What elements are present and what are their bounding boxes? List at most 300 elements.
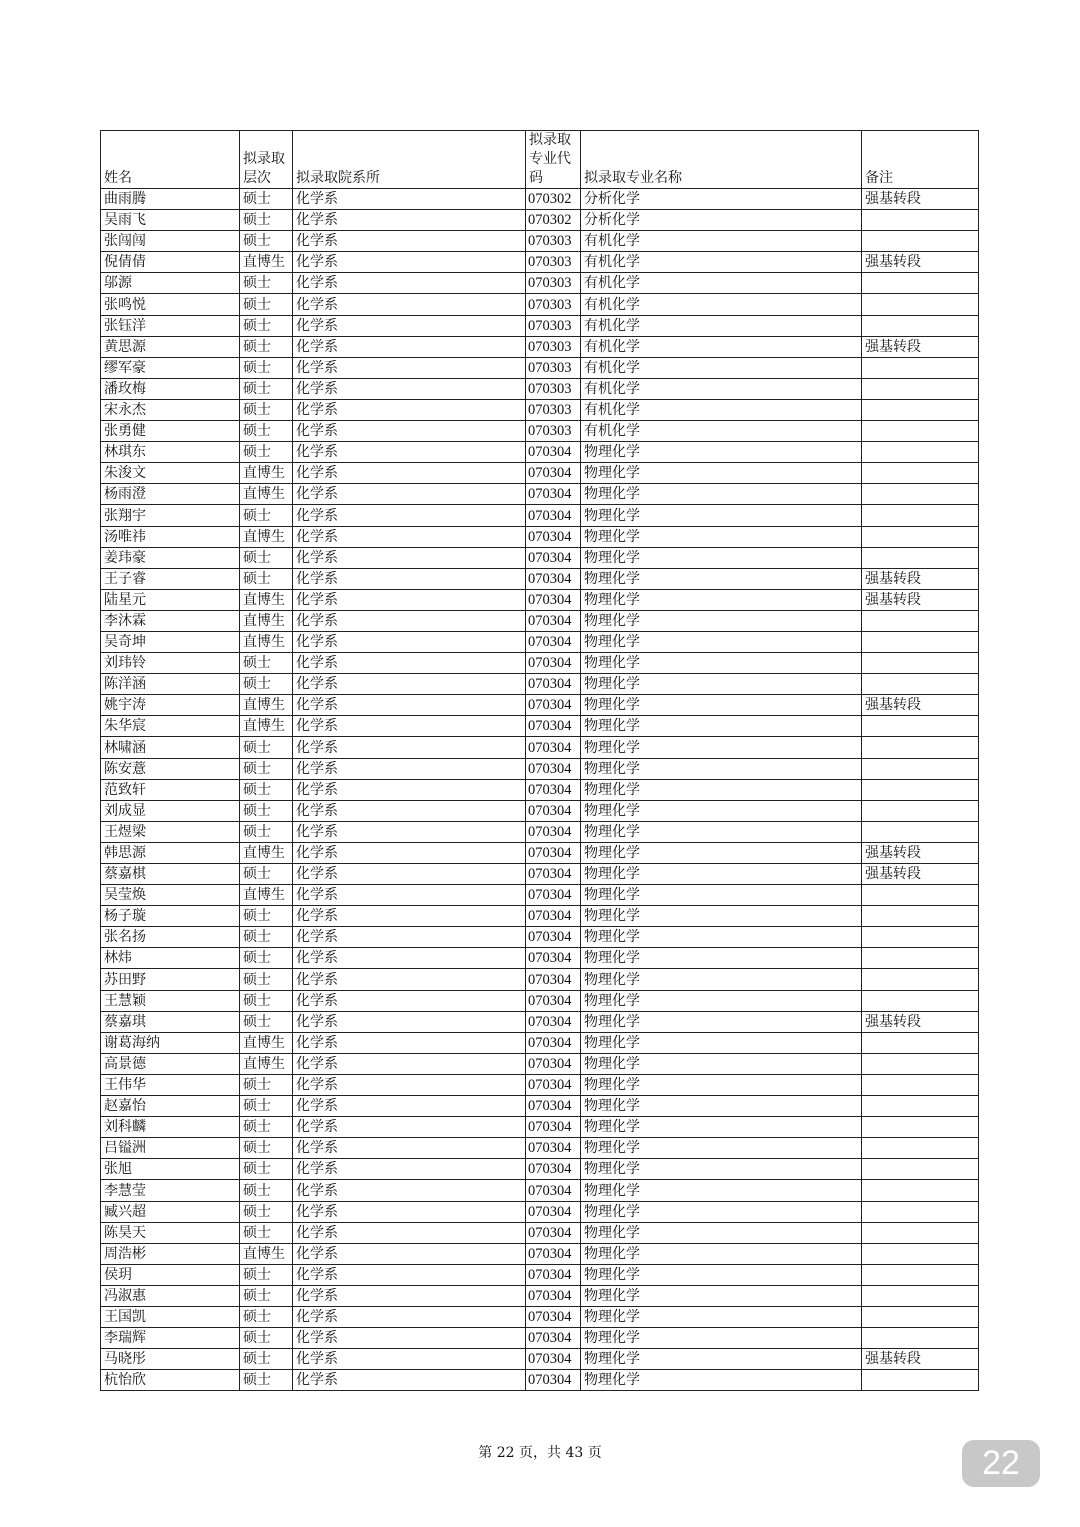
cell-code: 070304 xyxy=(526,1264,581,1285)
cell-major: 有机化学 xyxy=(581,252,862,273)
cell-level: 硕士 xyxy=(240,1117,293,1138)
cell-dept: 化学系 xyxy=(293,653,526,674)
cell-dept: 化学系 xyxy=(293,737,526,758)
table-row xyxy=(101,631,979,652)
cell-name: 蔡嘉琪 xyxy=(101,1011,240,1032)
cell-note xyxy=(862,315,979,336)
table-row xyxy=(101,716,979,737)
cell-level: 硕士 xyxy=(240,1201,293,1222)
cell-dept: 化学系 xyxy=(293,589,526,610)
cell-major: 物理化学 xyxy=(581,990,862,1011)
table-row xyxy=(101,906,979,927)
cell-name: 韩思源 xyxy=(101,842,240,863)
table-row xyxy=(101,505,979,526)
cell-major: 物理化学 xyxy=(581,589,862,610)
cell-major: 有机化学 xyxy=(581,421,862,442)
cell-name: 王子睿 xyxy=(101,568,240,589)
cell-dept: 化学系 xyxy=(293,568,526,589)
cell-dept: 化学系 xyxy=(293,189,526,210)
cell-note xyxy=(862,294,979,315)
cell-code: 070304 xyxy=(526,653,581,674)
cell-level: 直博生 xyxy=(240,484,293,505)
cell-note xyxy=(862,378,979,399)
cell-note xyxy=(862,442,979,463)
cell-code: 070303 xyxy=(526,399,581,420)
header-level: 拟录取层次 xyxy=(240,131,293,189)
cell-level: 硕士 xyxy=(240,273,293,294)
cell-dept: 化学系 xyxy=(293,336,526,357)
cell-dept: 化学系 xyxy=(293,505,526,526)
cell-major: 物理化学 xyxy=(581,1159,862,1180)
cell-note xyxy=(862,990,979,1011)
cell-name: 王伟华 xyxy=(101,1074,240,1095)
cell-code: 070304 xyxy=(526,1349,581,1370)
cell-level: 硕士 xyxy=(240,1222,293,1243)
cell-major: 有机化学 xyxy=(581,378,862,399)
cell-name: 朱浚文 xyxy=(101,463,240,484)
cell-code: 070304 xyxy=(526,1011,581,1032)
cell-code: 070304 xyxy=(526,842,581,863)
cell-code: 070304 xyxy=(526,442,581,463)
cell-level: 硕士 xyxy=(240,336,293,357)
cell-note: 强基转段 xyxy=(862,336,979,357)
cell-note xyxy=(862,421,979,442)
cell-major: 物理化学 xyxy=(581,1243,862,1264)
cell-major: 物理化学 xyxy=(581,463,862,484)
table-row xyxy=(101,1117,979,1138)
cell-major: 物理化学 xyxy=(581,695,862,716)
cell-level: 直博生 xyxy=(240,252,293,273)
cell-level: 硕士 xyxy=(240,1370,293,1391)
cell-note xyxy=(862,779,979,800)
table-row xyxy=(101,842,979,863)
table-row xyxy=(101,779,979,800)
cell-level: 直博生 xyxy=(240,842,293,863)
cell-name: 林琪东 xyxy=(101,442,240,463)
cell-note xyxy=(862,758,979,779)
cell-level: 硕士 xyxy=(240,1180,293,1201)
cell-name: 李沐霖 xyxy=(101,610,240,631)
cell-dept: 化学系 xyxy=(293,864,526,885)
cell-name: 姚宇涛 xyxy=(101,695,240,716)
cell-dept: 化学系 xyxy=(293,547,526,568)
cell-note xyxy=(862,1328,979,1349)
cell-note xyxy=(862,399,979,420)
cell-level: 硕士 xyxy=(240,357,293,378)
cell-name: 张勇健 xyxy=(101,421,240,442)
cell-major: 物理化学 xyxy=(581,1074,862,1095)
cell-major: 物理化学 xyxy=(581,969,862,990)
cell-code: 070304 xyxy=(526,948,581,969)
cell-name: 刘成显 xyxy=(101,800,240,821)
cell-name: 林啸涵 xyxy=(101,737,240,758)
cell-major: 物理化学 xyxy=(581,864,862,885)
cell-dept: 化学系 xyxy=(293,421,526,442)
cell-level: 硕士 xyxy=(240,674,293,695)
cell-name: 吴奇坤 xyxy=(101,631,240,652)
table-row xyxy=(101,568,979,589)
cell-code: 070304 xyxy=(526,1201,581,1222)
cell-level: 硕士 xyxy=(240,1328,293,1349)
cell-level: 硕士 xyxy=(240,210,293,231)
cell-level: 硕士 xyxy=(240,231,293,252)
table-row xyxy=(101,653,979,674)
cell-dept: 化学系 xyxy=(293,779,526,800)
cell-dept: 化学系 xyxy=(293,927,526,948)
cell-note: 强基转段 xyxy=(862,589,979,610)
cell-note: 强基转段 xyxy=(862,864,979,885)
cell-major: 物理化学 xyxy=(581,737,862,758)
cell-note xyxy=(862,1117,979,1138)
cell-dept: 化学系 xyxy=(293,252,526,273)
cell-major: 物理化学 xyxy=(581,1328,862,1349)
cell-level: 硕士 xyxy=(240,1285,293,1306)
cell-name: 张旭 xyxy=(101,1159,240,1180)
cell-code: 070304 xyxy=(526,1053,581,1074)
cell-code: 070304 xyxy=(526,737,581,758)
cell-major: 有机化学 xyxy=(581,273,862,294)
cell-code: 070304 xyxy=(526,758,581,779)
cell-name: 苏田野 xyxy=(101,969,240,990)
cell-level: 直博生 xyxy=(240,1243,293,1264)
cell-code: 070303 xyxy=(526,252,581,273)
cell-note xyxy=(862,484,979,505)
cell-name: 刘科麟 xyxy=(101,1117,240,1138)
cell-name: 蔡嘉棋 xyxy=(101,864,240,885)
cell-dept: 化学系 xyxy=(293,484,526,505)
cell-major: 物理化学 xyxy=(581,1117,862,1138)
cell-major: 物理化学 xyxy=(581,1138,862,1159)
cell-level: 硕士 xyxy=(240,800,293,821)
table-row xyxy=(101,484,979,505)
page-footer: 第 22 页，共 43 页 xyxy=(478,1445,602,1461)
cell-note: 强基转段 xyxy=(862,568,979,589)
table-row xyxy=(101,589,979,610)
cell-code: 070304 xyxy=(526,1306,581,1327)
table-row xyxy=(101,1096,979,1117)
cell-level: 硕士 xyxy=(240,758,293,779)
table-row xyxy=(101,864,979,885)
cell-name: 刘玮铃 xyxy=(101,653,240,674)
cell-code: 070304 xyxy=(526,1370,581,1391)
cell-note xyxy=(862,1370,979,1391)
table-row xyxy=(101,357,979,378)
table-row xyxy=(101,463,979,484)
cell-dept: 化学系 xyxy=(293,1264,526,1285)
cell-name: 林炜 xyxy=(101,948,240,969)
cell-note xyxy=(862,526,979,547)
cell-note: 强基转段 xyxy=(862,1011,979,1032)
cell-code: 070304 xyxy=(526,927,581,948)
cell-note: 强基转段 xyxy=(862,695,979,716)
table-row xyxy=(101,547,979,568)
cell-name: 张鸣悦 xyxy=(101,294,240,315)
cell-dept: 化学系 xyxy=(293,842,526,863)
cell-level: 直博生 xyxy=(240,695,293,716)
cell-major: 物理化学 xyxy=(581,547,862,568)
cell-dept: 化学系 xyxy=(293,210,526,231)
cell-code: 070303 xyxy=(526,336,581,357)
cell-name: 汤唯祎 xyxy=(101,526,240,547)
cell-note: 强基转段 xyxy=(862,189,979,210)
cell-level: 硕士 xyxy=(240,737,293,758)
cell-level: 硕士 xyxy=(240,1138,293,1159)
cell-major: 物理化学 xyxy=(581,758,862,779)
cell-major: 物理化学 xyxy=(581,1053,862,1074)
cell-name: 倪倩倩 xyxy=(101,252,240,273)
cell-major: 物理化学 xyxy=(581,442,862,463)
table-row xyxy=(101,399,979,420)
cell-note xyxy=(862,1243,979,1264)
cell-major: 物理化学 xyxy=(581,927,862,948)
cell-level: 直博生 xyxy=(240,526,293,547)
cell-name: 范致轩 xyxy=(101,779,240,800)
table-row xyxy=(101,1328,979,1349)
cell-name: 谢葛海纳 xyxy=(101,1032,240,1053)
page-number-badge: 22 xyxy=(962,1440,1040,1487)
cell-level: 硕士 xyxy=(240,779,293,800)
cell-level: 硕士 xyxy=(240,547,293,568)
cell-level: 直博生 xyxy=(240,716,293,737)
cell-dept: 化学系 xyxy=(293,631,526,652)
cell-note xyxy=(862,821,979,842)
cell-note: 强基转段 xyxy=(862,842,979,863)
cell-dept: 化学系 xyxy=(293,1349,526,1370)
cell-major: 有机化学 xyxy=(581,315,862,336)
cell-level: 硕士 xyxy=(240,864,293,885)
cell-level: 硕士 xyxy=(240,653,293,674)
cell-name: 臧兴超 xyxy=(101,1201,240,1222)
cell-major: 物理化学 xyxy=(581,1096,862,1117)
cell-code: 070303 xyxy=(526,273,581,294)
cell-name: 赵嘉怡 xyxy=(101,1096,240,1117)
cell-major: 物理化学 xyxy=(581,1011,862,1032)
cell-name: 缪军豪 xyxy=(101,357,240,378)
cell-level: 硕士 xyxy=(240,1159,293,1180)
cell-dept: 化学系 xyxy=(293,463,526,484)
table-row xyxy=(101,758,979,779)
table-row xyxy=(101,674,979,695)
cell-dept: 化学系 xyxy=(293,378,526,399)
cell-major: 物理化学 xyxy=(581,885,862,906)
cell-name: 潘玫梅 xyxy=(101,378,240,399)
table-row xyxy=(101,1032,979,1053)
cell-code: 070304 xyxy=(526,547,581,568)
cell-major: 物理化学 xyxy=(581,1264,862,1285)
cell-code: 070304 xyxy=(526,800,581,821)
cell-code: 070304 xyxy=(526,906,581,927)
cell-major: 分析化学 xyxy=(581,189,862,210)
cell-code: 070304 xyxy=(526,1096,581,1117)
cell-major: 物理化学 xyxy=(581,948,862,969)
cell-code: 070304 xyxy=(526,463,581,484)
cell-code: 070304 xyxy=(526,821,581,842)
cell-name: 朱华宸 xyxy=(101,716,240,737)
cell-dept: 化学系 xyxy=(293,1053,526,1074)
table-row xyxy=(101,421,979,442)
cell-dept: 化学系 xyxy=(293,1032,526,1053)
table-row xyxy=(101,1264,979,1285)
cell-major: 物理化学 xyxy=(581,1306,862,1327)
cell-note xyxy=(862,1032,979,1053)
header-name: 姓名 xyxy=(101,131,240,189)
cell-major: 有机化学 xyxy=(581,231,862,252)
cell-code: 070304 xyxy=(526,885,581,906)
cell-note xyxy=(862,800,979,821)
cell-code: 070304 xyxy=(526,1180,581,1201)
cell-dept: 化学系 xyxy=(293,906,526,927)
cell-code: 070303 xyxy=(526,231,581,252)
cell-level: 硕士 xyxy=(240,189,293,210)
cell-major: 物理化学 xyxy=(581,674,862,695)
table-row xyxy=(101,526,979,547)
cell-code: 070304 xyxy=(526,864,581,885)
cell-dept: 化学系 xyxy=(293,357,526,378)
cell-major: 物理化学 xyxy=(581,842,862,863)
cell-major: 物理化学 xyxy=(581,505,862,526)
cell-code: 070303 xyxy=(526,357,581,378)
cell-level: 硕士 xyxy=(240,990,293,1011)
cell-code: 070303 xyxy=(526,421,581,442)
cell-name: 宋永杰 xyxy=(101,399,240,420)
cell-major: 物理化学 xyxy=(581,1222,862,1243)
cell-note xyxy=(862,273,979,294)
cell-dept: 化学系 xyxy=(293,1222,526,1243)
cell-note xyxy=(862,1201,979,1222)
cell-name: 张钰洋 xyxy=(101,315,240,336)
cell-dept: 化学系 xyxy=(293,674,526,695)
cell-level: 硕士 xyxy=(240,1264,293,1285)
cell-major: 物理化学 xyxy=(581,1370,862,1391)
cell-note xyxy=(862,674,979,695)
table-row xyxy=(101,1138,979,1159)
table-row xyxy=(101,1243,979,1264)
cell-name: 马晓彤 xyxy=(101,1349,240,1370)
table-row xyxy=(101,1011,979,1032)
cell-dept: 化学系 xyxy=(293,1306,526,1327)
cell-code: 070304 xyxy=(526,484,581,505)
table-row xyxy=(101,1370,979,1391)
cell-code: 070304 xyxy=(526,1285,581,1306)
cell-dept: 化学系 xyxy=(293,885,526,906)
cell-level: 直博生 xyxy=(240,631,293,652)
cell-level: 直博生 xyxy=(240,1032,293,1053)
cell-note xyxy=(862,1074,979,1095)
cell-dept: 化学系 xyxy=(293,821,526,842)
cell-note xyxy=(862,231,979,252)
table-row xyxy=(101,990,979,1011)
cell-code: 070304 xyxy=(526,779,581,800)
cell-name: 陈洋涵 xyxy=(101,674,240,695)
cell-note xyxy=(862,357,979,378)
cell-code: 070304 xyxy=(526,674,581,695)
cell-name: 张翔宇 xyxy=(101,505,240,526)
table-row xyxy=(101,1285,979,1306)
cell-name: 姜玮豪 xyxy=(101,547,240,568)
cell-level: 硕士 xyxy=(240,1074,293,1095)
cell-level: 硕士 xyxy=(240,505,293,526)
cell-name: 李瑞辉 xyxy=(101,1328,240,1349)
cell-note xyxy=(862,927,979,948)
table-row xyxy=(101,442,979,463)
cell-dept: 化学系 xyxy=(293,1096,526,1117)
cell-dept: 化学系 xyxy=(293,1243,526,1264)
cell-note xyxy=(862,716,979,737)
table-row xyxy=(101,1201,979,1222)
cell-name: 吴雨飞 xyxy=(101,210,240,231)
cell-dept: 化学系 xyxy=(293,969,526,990)
cell-level: 硕士 xyxy=(240,399,293,420)
table-row xyxy=(101,1349,979,1370)
cell-major: 物理化学 xyxy=(581,631,862,652)
cell-code: 070304 xyxy=(526,990,581,1011)
cell-dept: 化学系 xyxy=(293,758,526,779)
cell-name: 李慧莹 xyxy=(101,1180,240,1201)
cell-note xyxy=(862,631,979,652)
cell-code: 070304 xyxy=(526,610,581,631)
cell-major: 物理化学 xyxy=(581,1201,862,1222)
cell-major: 分析化学 xyxy=(581,210,862,231)
cell-major: 有机化学 xyxy=(581,294,862,315)
table-row xyxy=(101,378,979,399)
cell-name: 王慧颖 xyxy=(101,990,240,1011)
cell-level: 硕士 xyxy=(240,421,293,442)
cell-level: 硕士 xyxy=(240,906,293,927)
cell-major: 有机化学 xyxy=(581,357,862,378)
table-row xyxy=(101,821,979,842)
cell-major: 物理化学 xyxy=(581,653,862,674)
cell-major: 物理化学 xyxy=(581,610,862,631)
cell-name: 冯淑惠 xyxy=(101,1285,240,1306)
table-row xyxy=(101,1222,979,1243)
cell-major: 物理化学 xyxy=(581,1032,862,1053)
table-row xyxy=(101,252,979,273)
header-note: 备注 xyxy=(862,131,979,189)
header-code: 拟录取专业代码 xyxy=(526,131,581,189)
cell-note xyxy=(862,737,979,758)
cell-note xyxy=(862,1264,979,1285)
table-row xyxy=(101,231,979,252)
table-row xyxy=(101,1074,979,1095)
cell-dept: 化学系 xyxy=(293,294,526,315)
cell-dept: 化学系 xyxy=(293,1011,526,1032)
cell-note xyxy=(862,547,979,568)
cell-code: 070304 xyxy=(526,1159,581,1180)
cell-major: 物理化学 xyxy=(581,1349,862,1370)
cell-major: 物理化学 xyxy=(581,906,862,927)
cell-dept: 化学系 xyxy=(293,399,526,420)
cell-note: 强基转段 xyxy=(862,252,979,273)
cell-level: 直博生 xyxy=(240,1053,293,1074)
table-row xyxy=(101,695,979,716)
cell-level: 硕士 xyxy=(240,378,293,399)
cell-code: 070304 xyxy=(526,1243,581,1264)
cell-dept: 化学系 xyxy=(293,695,526,716)
cell-major: 物理化学 xyxy=(581,1180,862,1201)
cell-dept: 化学系 xyxy=(293,1117,526,1138)
cell-dept: 化学系 xyxy=(293,273,526,294)
table-header-row xyxy=(101,131,979,189)
table-row xyxy=(101,210,979,231)
cell-name: 吕镒洲 xyxy=(101,1138,240,1159)
table-row xyxy=(101,1159,979,1180)
cell-note xyxy=(862,969,979,990)
cell-note xyxy=(862,653,979,674)
cell-note xyxy=(862,210,979,231)
cell-note xyxy=(862,1053,979,1074)
cell-code: 070304 xyxy=(526,716,581,737)
cell-note xyxy=(862,1096,979,1117)
